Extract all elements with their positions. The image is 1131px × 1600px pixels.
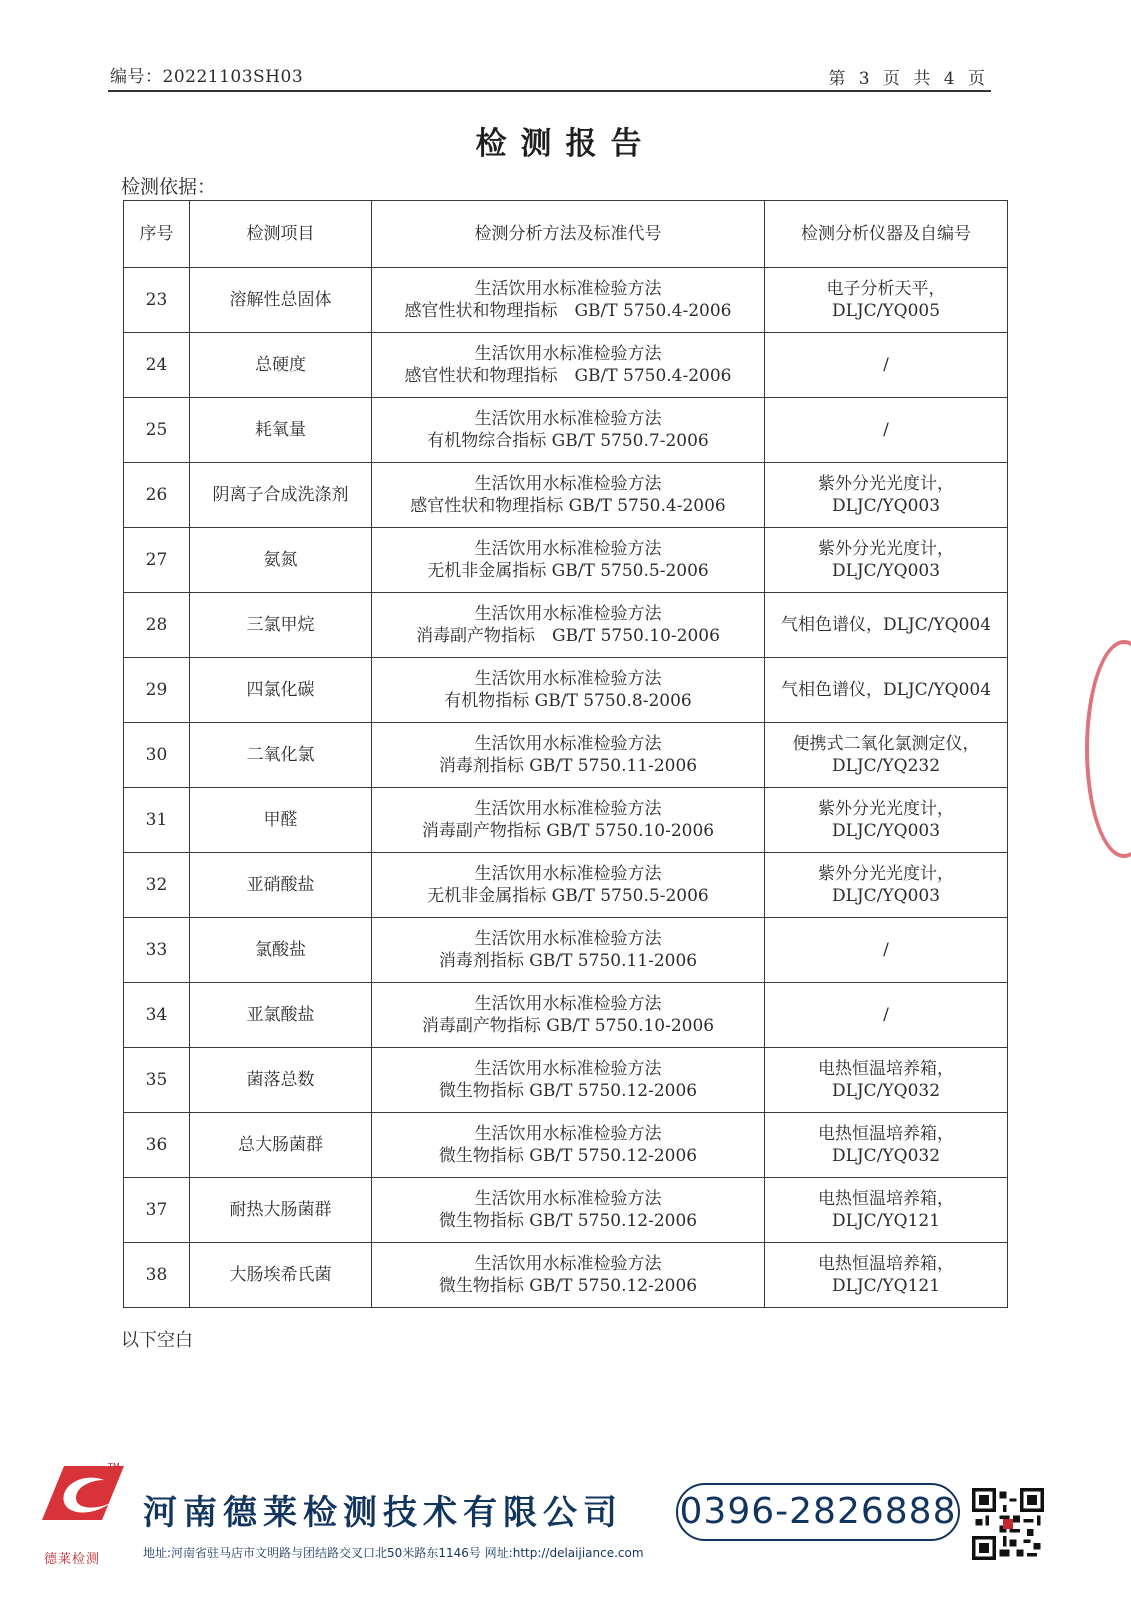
row-number: 29 — [124, 658, 190, 723]
row-number: 23 — [124, 268, 190, 333]
instrument-line-2: DLJC/YQ003 — [831, 821, 941, 841]
test-item: 耗氧量 — [190, 398, 372, 463]
test-item: 甲醛 — [190, 788, 372, 853]
test-item: 四氯化碳 — [190, 658, 372, 723]
instrument — [765, 1178, 1008, 1243]
table-row — [124, 268, 1008, 333]
test-item: 总硬度 — [190, 333, 372, 398]
method-line-1: 生活饮用水标准检验方法 — [474, 929, 662, 949]
header-no: 序号 — [124, 201, 190, 268]
header-method: 检测分析方法及标准代号 — [372, 201, 765, 268]
table-header-row — [124, 201, 1008, 268]
instrument-line-1: / — [883, 355, 889, 375]
test-item: 阴离子合成洗涤剂 — [190, 463, 372, 528]
table-body — [124, 268, 1008, 1308]
table-row — [124, 983, 1008, 1048]
method-line-1: 生活饮用水标准检验方法 — [474, 864, 662, 884]
method-line-2: 微生物指标 GB/T 5750.12-2006 — [438, 1081, 698, 1101]
method-line-2: 无机非金属指标 GB/T 5750.5-2006 — [427, 886, 709, 906]
table-row — [124, 463, 1008, 528]
test-method — [372, 1243, 765, 1308]
company-address: 地址:河南省驻马店市文明路与团结路交叉口北50米路东1146号 网址:http://delaijiance.com — [143, 1546, 644, 1560]
test-method — [372, 528, 765, 593]
method-line-2: 有机物综合指标 GB/T 5750.7-2006 — [427, 431, 709, 451]
method-line-1: 生活饮用水标准检验方法 — [474, 799, 662, 819]
header-rule — [108, 90, 991, 92]
instrument-line-1: 电热恒温培养箱， — [818, 1124, 954, 1144]
method-line-2: 感官性状和物理指标 GB/T 5750.4-2006 — [404, 301, 732, 321]
company-logo-icon — [42, 1466, 124, 1520]
test-item: 菌落总数 — [190, 1048, 372, 1113]
test-method — [372, 1178, 765, 1243]
table-row — [124, 593, 1008, 658]
test-item: 大肠埃希氏菌 — [190, 1243, 372, 1308]
instrument-line-1: 紫外分光光度计， — [818, 539, 954, 559]
instrument — [765, 853, 1008, 918]
blank-below-note: 以下空白 — [121, 1330, 193, 1351]
row-number: 24 — [124, 333, 190, 398]
test-method — [372, 853, 765, 918]
method-line-2: 微生物指标 GB/T 5750.12-2006 — [438, 1276, 698, 1296]
test-method — [372, 1048, 765, 1113]
test-item: 亚硝酸盐 — [190, 853, 372, 918]
test-method — [372, 593, 765, 658]
table-row — [124, 333, 1008, 398]
instrument-line-2: DLJC/YQ121 — [831, 1211, 941, 1231]
method-line-1: 生活饮用水标准检验方法 — [474, 279, 662, 299]
company-phone: 0396-2826888 — [676, 1483, 960, 1541]
instrument — [765, 983, 1008, 1048]
table-row — [124, 918, 1008, 983]
method-line-2: 微生物指标 GB/T 5750.12-2006 — [438, 1211, 698, 1231]
test-item: 亚氯酸盐 — [190, 983, 372, 1048]
instrument-line-1: 气相色谱仪，DLJC/YQ004 — [780, 680, 992, 700]
logo-caption: 德莱检测 — [44, 1552, 101, 1567]
instrument-line-1: 电热恒温培养箱， — [818, 1189, 954, 1209]
test-method — [372, 463, 765, 528]
instrument-line-2: DLJC/YQ003 — [831, 886, 941, 906]
method-line-1: 生活饮用水标准检验方法 — [474, 994, 662, 1014]
method-line-2: 消毒剂指标 GB/T 5750.11-2006 — [438, 756, 698, 776]
row-number: 31 — [124, 788, 190, 853]
test-method — [372, 788, 765, 853]
method-line-1: 生活饮用水标准检验方法 — [474, 669, 662, 689]
instrument — [765, 398, 1008, 463]
instrument-line-1: 气相色谱仪，DLJC/YQ004 — [780, 615, 992, 635]
method-line-1: 生活饮用水标准检验方法 — [474, 604, 662, 624]
instrument — [765, 1113, 1008, 1178]
instrument-line-1: 电热恒温培养箱， — [818, 1254, 954, 1274]
table-row — [124, 853, 1008, 918]
method-line-2: 消毒剂指标 GB/T 5750.11-2006 — [438, 951, 698, 971]
header-item: 检测项目 — [190, 201, 372, 268]
test-method — [372, 723, 765, 788]
method-line-1: 生活饮用水标准检验方法 — [474, 344, 662, 364]
method-line-1: 生活饮用水标准检验方法 — [474, 1254, 662, 1274]
page-indicator: 第 3 页 共 4 页 — [828, 69, 989, 89]
row-number: 35 — [124, 1048, 190, 1113]
instrument-line-1: 紫外分光光度计， — [818, 864, 954, 884]
table-row — [124, 528, 1008, 593]
document-number: 编号：20221103SH03 — [110, 67, 304, 87]
instrument-line-2: DLJC/YQ003 — [831, 496, 941, 516]
instrument — [765, 593, 1008, 658]
instrument-line-2: DLJC/YQ032 — [831, 1146, 941, 1166]
table-row — [124, 1048, 1008, 1113]
table-row — [124, 1243, 1008, 1308]
instrument-line-2: DLJC/YQ232 — [831, 756, 941, 776]
instrument-line-1: 电热恒温培养箱， — [818, 1059, 954, 1079]
instrument — [765, 1048, 1008, 1113]
test-item: 耐热大肠菌群 — [190, 1178, 372, 1243]
method-line-1: 生活饮用水标准检验方法 — [474, 734, 662, 754]
test-item: 氯酸盐 — [190, 918, 372, 983]
qr-code-icon — [972, 1488, 1044, 1560]
row-number: 30 — [124, 723, 190, 788]
instrument — [765, 918, 1008, 983]
method-line-1: 生活饮用水标准检验方法 — [474, 1189, 662, 1209]
row-number: 27 — [124, 528, 190, 593]
test-item: 总大肠菌群 — [190, 1113, 372, 1178]
instrument-line-2: DLJC/YQ005 — [831, 301, 941, 321]
method-line-1: 生活饮用水标准检验方法 — [474, 1059, 662, 1079]
instrument-line-1: 紫外分光光度计， — [818, 799, 954, 819]
row-number: 36 — [124, 1113, 190, 1178]
method-line-2: 消毒副产物指标 GB/T 5750.10-2006 — [421, 1016, 715, 1036]
instrument-line-2: DLJC/YQ003 — [831, 561, 941, 581]
test-item: 三氯甲烷 — [190, 593, 372, 658]
test-method — [372, 983, 765, 1048]
method-line-2: 有机物指标 GB/T 5750.8-2006 — [444, 691, 692, 711]
instrument — [765, 528, 1008, 593]
header-instrument: 检测分析仪器及自编号 — [765, 201, 1008, 268]
method-line-1: 生活饮用水标准检验方法 — [474, 1124, 662, 1144]
trademark-mark: TM — [108, 1462, 120, 1471]
table-row — [124, 658, 1008, 723]
test-method — [372, 918, 765, 983]
table-row — [124, 788, 1008, 853]
method-line-2: 微生物指标 GB/T 5750.12-2006 — [438, 1146, 698, 1166]
instrument — [765, 268, 1008, 333]
instrument — [765, 788, 1008, 853]
instrument-line-1: 紫外分光光度计， — [818, 474, 954, 494]
test-method — [372, 268, 765, 333]
test-method — [372, 658, 765, 723]
company-name: 河南德莱检测技术有限公司 — [143, 1493, 623, 1533]
instrument — [765, 463, 1008, 528]
method-line-2: 消毒副产物指标 GB/T 5750.10-2006 — [416, 626, 720, 646]
row-number: 26 — [124, 463, 190, 528]
instrument — [765, 1243, 1008, 1308]
basis-label: 检测依据： — [121, 176, 217, 198]
row-number: 33 — [124, 918, 190, 983]
instrument-line-1: / — [883, 940, 889, 960]
seal-stamp — [1085, 640, 1131, 858]
row-number: 34 — [124, 983, 190, 1048]
method-line-2: 感官性状和物理指标 GB/T 5750.4-2006 — [410, 496, 726, 516]
instrument — [765, 723, 1008, 788]
method-line-1: 生活饮用水标准检验方法 — [474, 539, 662, 559]
report-title: 检测报告 — [475, 126, 656, 162]
method-line-1: 生活饮用水标准检验方法 — [474, 474, 662, 494]
table-row — [124, 723, 1008, 788]
table-row — [124, 398, 1008, 463]
row-number: 25 — [124, 398, 190, 463]
table-row — [124, 1178, 1008, 1243]
table-row — [124, 1113, 1008, 1178]
test-item: 溶解性总固体 — [190, 268, 372, 333]
test-method — [372, 333, 765, 398]
method-line-2: 消毒副产物指标 GB/T 5750.10-2006 — [421, 821, 715, 841]
test-method — [372, 1113, 765, 1178]
row-number: 28 — [124, 593, 190, 658]
instrument-line-1: 电子分析天平， — [826, 279, 946, 299]
test-item: 氨氮 — [190, 528, 372, 593]
instrument-line-1: 便携式二氧化氯测定仪， — [792, 734, 980, 754]
test-item: 二氧化氯 — [190, 723, 372, 788]
method-line-2: 无机非金属指标 GB/T 5750.5-2006 — [427, 561, 709, 581]
test-method — [372, 398, 765, 463]
instrument-line-2: DLJC/YQ032 — [831, 1081, 941, 1101]
instrument — [765, 333, 1008, 398]
row-number: 37 — [124, 1178, 190, 1243]
method-line-2: 感官性状和物理指标 GB/T 5750.4-2006 — [404, 366, 732, 386]
instrument — [765, 658, 1008, 723]
row-number: 38 — [124, 1243, 190, 1308]
instrument-line-1: / — [883, 1005, 889, 1025]
method-table — [123, 200, 1008, 1308]
row-number: 32 — [124, 853, 190, 918]
instrument-line-2: DLJC/YQ121 — [831, 1276, 941, 1296]
method-line-1: 生活饮用水标准检验方法 — [474, 409, 662, 429]
instrument-line-1: / — [883, 420, 889, 440]
